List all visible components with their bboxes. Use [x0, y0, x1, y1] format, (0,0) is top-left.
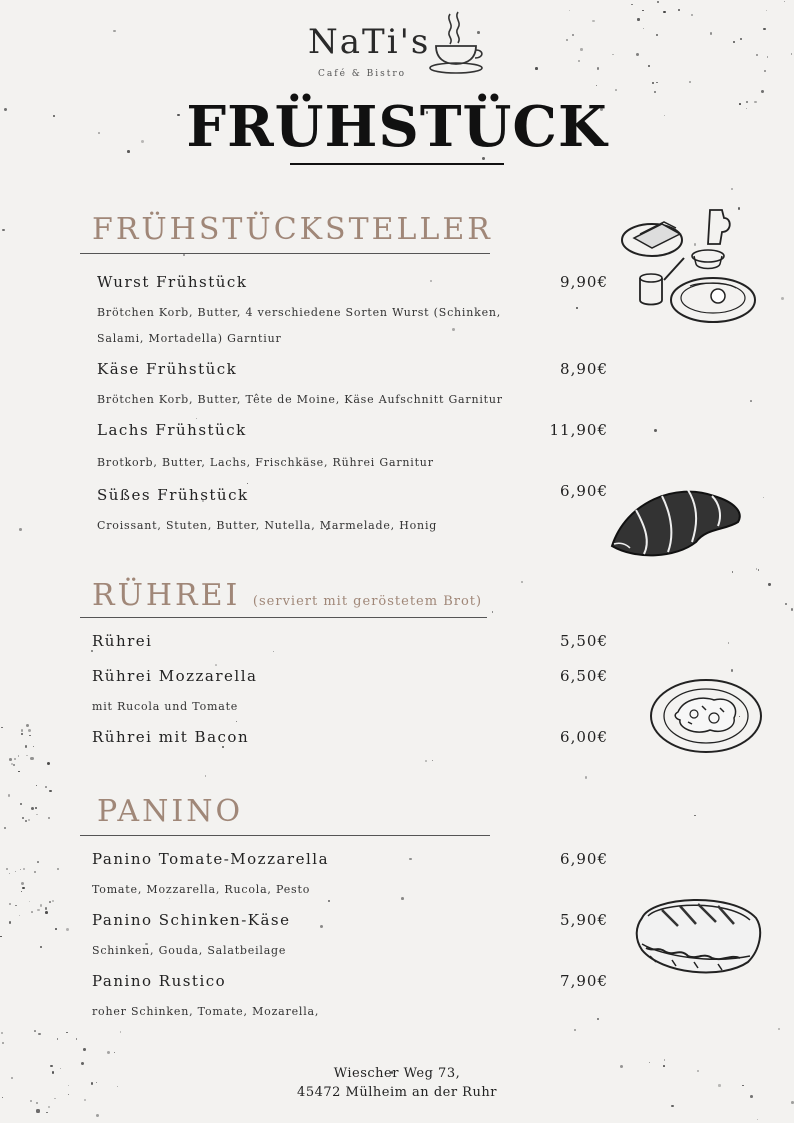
speckle-dot: [452, 328, 455, 331]
menu-item-description: roher Schinken, Tomate, Mozarella,: [92, 1005, 320, 1018]
speckle-dot: [781, 297, 784, 300]
speckle-dot: [25, 745, 28, 748]
speckle-dot: [8, 794, 10, 796]
menu-item-name: Panino Schinken-Käse: [92, 911, 291, 929]
speckle-dot: [664, 1059, 666, 1061]
speckle-dot: [91, 650, 93, 652]
menu-item-description: Tomate, Mozzarella, Rucola, Pesto: [92, 883, 311, 896]
speckle-dot: [574, 1029, 576, 1031]
speckle-dot: [45, 911, 48, 914]
speckle-dot: [648, 65, 650, 67]
menu-item-description: Salami, Mortadella) Garntiur: [97, 332, 282, 345]
speckle-dot: [35, 807, 37, 809]
speckle-dot: [756, 54, 758, 56]
speckle-dot: [15, 871, 16, 872]
logo-name: NaTi's: [308, 22, 431, 62]
speckle-dot: [22, 887, 24, 889]
speckle-dot: [657, 1, 659, 3]
menu-item-description: Schinken, Gouda, Salatbeilage: [92, 944, 287, 957]
speckle-dot: [30, 757, 33, 760]
speckle-dot: [20, 803, 22, 805]
speckle-dot: [1, 727, 3, 729]
menu-item-name: Panino Rustico: [92, 972, 227, 990]
speckle-dot: [19, 915, 20, 916]
breakfast-plate-icon: [618, 200, 758, 330]
speckle-dot: [14, 758, 16, 760]
menu-item-name: Wurst Frühstück: [97, 273, 248, 291]
speckle-dot: [784, 1, 786, 3]
speckle-dot: [767, 56, 769, 58]
speckle-dot: [31, 911, 33, 913]
address-line-2: 45472 Mülheim an der Ruhr: [297, 1085, 497, 1100]
speckle-dot: [273, 651, 274, 652]
speckle-dot: [631, 4, 632, 5]
croissant-icon: [606, 482, 746, 562]
menu-item-price: 5,50€: [560, 632, 608, 650]
speckle-dot: [49, 901, 51, 903]
speckle-dot: [492, 611, 494, 613]
section-divider: [80, 253, 490, 254]
speckle-dot: [57, 1038, 59, 1040]
speckle-dot: [6, 868, 8, 870]
speckle-dot: [236, 721, 237, 722]
speckle-dot: [637, 18, 639, 20]
speckle-dot: [592, 20, 595, 23]
speckle-dot: [36, 785, 37, 786]
speckle-dot: [791, 53, 792, 54]
menu-item-price: 6,90€: [560, 482, 608, 500]
speckle-dot: [38, 1033, 41, 1036]
speckle-dot: [764, 70, 766, 72]
speckle-dot: [9, 873, 10, 874]
speckle-dot: [37, 909, 40, 912]
speckle-dot: [785, 603, 788, 606]
speckle-dot: [21, 729, 24, 732]
speckle-dot: [691, 14, 693, 16]
speckle-dot: [113, 30, 115, 32]
speckle-dot: [425, 760, 427, 762]
speckle-dot: [76, 1038, 78, 1040]
speckle-dot: [671, 1105, 673, 1107]
speckle-dot: [663, 11, 665, 13]
menu-item-name: Panino Tomate-Mozzarella: [92, 850, 330, 868]
section-title-ruehrei: [92, 578, 482, 613]
speckle-dot: [642, 10, 644, 12]
speckle-dot: [21, 891, 22, 892]
speckle-dot: [710, 32, 713, 35]
section-divider: [80, 617, 487, 618]
speckle-dot: [36, 1102, 38, 1104]
speckle-dot: [320, 925, 323, 928]
speckle-dot: [40, 946, 42, 948]
menu-item-price: 6,00€: [560, 728, 608, 746]
page-title: FRÜHSTÜCK: [186, 94, 608, 160]
speckle-dot: [20, 869, 21, 870]
speckle-dot: [18, 755, 20, 757]
speckle-dot: [52, 900, 54, 902]
speckle-dot: [114, 1052, 116, 1054]
speckle-dot: [656, 34, 658, 36]
speckle-dot: [47, 762, 50, 765]
logo-subtitle: Café & Bistro: [318, 69, 407, 79]
speckle-dot: [21, 882, 24, 885]
speckle-dot: [2, 1042, 5, 1045]
speckle-dot: [28, 729, 31, 732]
speckle-dot: [740, 38, 743, 41]
speckle-dot: [48, 817, 50, 819]
speckle-dot: [66, 928, 69, 931]
menu-item-name: Rührei Mozzarella: [92, 667, 258, 685]
speckle-dot: [33, 746, 34, 747]
menu-item-price: 11,90€: [549, 421, 608, 439]
speckle-dot: [36, 814, 37, 815]
speckle-dot: [761, 90, 764, 93]
menu-item-name: Süßes Frühstück: [97, 486, 249, 504]
section-subtitle: (serviert mit geröstetem Brot): [252, 594, 483, 609]
title-underline: [290, 163, 504, 165]
speckle-dot: [9, 903, 11, 905]
speckle-dot: [196, 418, 198, 420]
speckle-dot: [694, 815, 696, 817]
speckle-dot: [96, 1114, 99, 1117]
speckle-dot: [430, 280, 432, 282]
speckle-dot: [615, 89, 617, 91]
section-title-text: RÜHREI: [92, 578, 241, 613]
menu-item-price: 6,90€: [560, 850, 608, 868]
speckle-dot: [28, 819, 30, 821]
section-divider: [80, 835, 490, 836]
speckle-dot: [55, 928, 57, 930]
speckle-dot: [578, 60, 580, 62]
speckle-dot: [222, 746, 225, 749]
menu-item-description: Brotkorb, Butter, Lachs, Frischkäse, Rührei Garnitur: [97, 456, 434, 469]
speckle-dot: [758, 569, 760, 571]
speckle-dot: [215, 664, 217, 666]
speckle-dot: [15, 905, 16, 906]
speckle-dot: [733, 41, 735, 43]
speckle-dot: [31, 807, 34, 810]
speckle-dot: [757, 1119, 758, 1120]
menu-item-name: Rührei mit Bacon: [92, 728, 250, 746]
speckle-dot: [768, 583, 770, 585]
speckle-dot: [401, 897, 404, 900]
speckle-dot: [45, 907, 48, 910]
speckle-dot: [9, 921, 11, 923]
speckle-dot: [26, 724, 29, 727]
speckle-dot: [247, 483, 248, 484]
speckle-dot: [778, 1028, 780, 1030]
speckle-dot: [612, 54, 613, 55]
speckle-dot: [23, 868, 25, 870]
speckle-dot: [576, 307, 578, 309]
speckle-dot: [572, 34, 574, 36]
speckle-dot: [731, 669, 733, 671]
speckle-dot: [566, 39, 568, 41]
menu-item-price: 5,90€: [560, 911, 608, 929]
speckle-dot: [2, 229, 4, 231]
speckle-dot: [0, 936, 1, 937]
logo: [300, 10, 500, 80]
menu-item-price: 7,90€: [560, 972, 608, 990]
speckle-dot: [766, 10, 767, 11]
speckle-dot: [328, 900, 330, 902]
speckle-dot: [732, 571, 733, 572]
section-title-fruehstuecksteller: FRÜHSTÜCKSTELLER: [92, 212, 493, 247]
coffee-cup-icon: [428, 10, 484, 76]
speckle-dot: [205, 775, 206, 776]
panini-sandwich-icon: [632, 890, 766, 982]
speckle-dot: [26, 755, 27, 756]
speckle-dot: [34, 871, 36, 873]
speckle-dot: [22, 817, 24, 819]
speckle-dot: [652, 82, 653, 83]
speckle-dot: [29, 735, 31, 737]
speckle-dot: [34, 1030, 36, 1032]
speckle-dot: [66, 1032, 68, 1034]
speckle-dot: [731, 188, 733, 190]
menu-item-description: Brötchen Korb, Butter, Tête de Moine, Käse Aufschnitt Garnitur: [97, 393, 503, 406]
speckle-dot: [409, 858, 411, 860]
speckle-dot: [585, 776, 588, 779]
speckle-dot: [763, 28, 765, 30]
speckle-dot: [183, 254, 185, 256]
menu-item-price: 8,90€: [560, 360, 608, 378]
speckle-dot: [597, 67, 599, 69]
speckle-dot: [763, 497, 765, 499]
speckle-dot: [48, 1106, 50, 1108]
speckle-dot: [656, 82, 657, 83]
section-title-panino: PANINO: [97, 794, 244, 829]
speckle-dot: [678, 9, 680, 11]
speckle-dot: [57, 868, 59, 870]
speckle-dot: [535, 67, 538, 70]
speckle-dot: [36, 1109, 39, 1112]
speckle-dot: [636, 53, 639, 56]
speckle-dot: [4, 827, 6, 829]
scrambled-egg-plate-icon: [648, 676, 766, 756]
speckle-dot: [29, 901, 30, 902]
speckle-dot: [597, 1018, 599, 1020]
address-line-1: Wiescher Weg 73,: [333, 1066, 461, 1081]
speckle-dot: [120, 1031, 122, 1033]
speckle-dot: [580, 48, 582, 50]
menu-item-name: Käse Frühstück: [97, 360, 238, 378]
speckle-dot: [728, 642, 730, 644]
speckle-dot: [689, 81, 691, 83]
speckle-dot: [9, 758, 12, 761]
speckle-dot: [169, 898, 170, 899]
speckle-dot: [46, 1112, 48, 1114]
speckle-dot: [750, 400, 752, 402]
menu-item-description: Brötchen Korb, Butter, 4 verschiedene Sorten Wurst (Schinken,: [97, 306, 502, 319]
speckle-dot: [37, 861, 39, 863]
speckle-dot: [569, 10, 570, 11]
speckle-dot: [83, 1048, 86, 1051]
menu-item-price: 6,50€: [560, 667, 608, 685]
speckle-dot: [18, 771, 19, 772]
speckle-dot: [654, 429, 657, 432]
speckle-dot: [432, 760, 434, 762]
speckle-dot: [1, 1032, 3, 1034]
menu-item-price: 9,90€: [560, 273, 608, 291]
menu-item-name: Rührei: [92, 632, 153, 650]
speckle-dot: [643, 28, 644, 29]
speckle-dot: [11, 763, 13, 765]
menu-item-name: Lachs Frühstück: [97, 421, 247, 439]
speckle-dot: [19, 528, 22, 531]
speckle-dot: [791, 608, 794, 611]
speckle-dot: [49, 790, 51, 792]
speckle-dot: [596, 85, 597, 86]
speckle-dot: [107, 1051, 110, 1054]
speckle-dot: [21, 733, 23, 735]
speckle-dot: [45, 786, 47, 788]
speckle-dot: [40, 904, 42, 906]
menu-item-description: mit Rucola und Tomate: [92, 700, 239, 713]
speckle-dot: [521, 581, 523, 583]
menu-item-description: Croissant, Stuten, Butter, Nutella, Marmelade, Honig: [97, 519, 438, 532]
